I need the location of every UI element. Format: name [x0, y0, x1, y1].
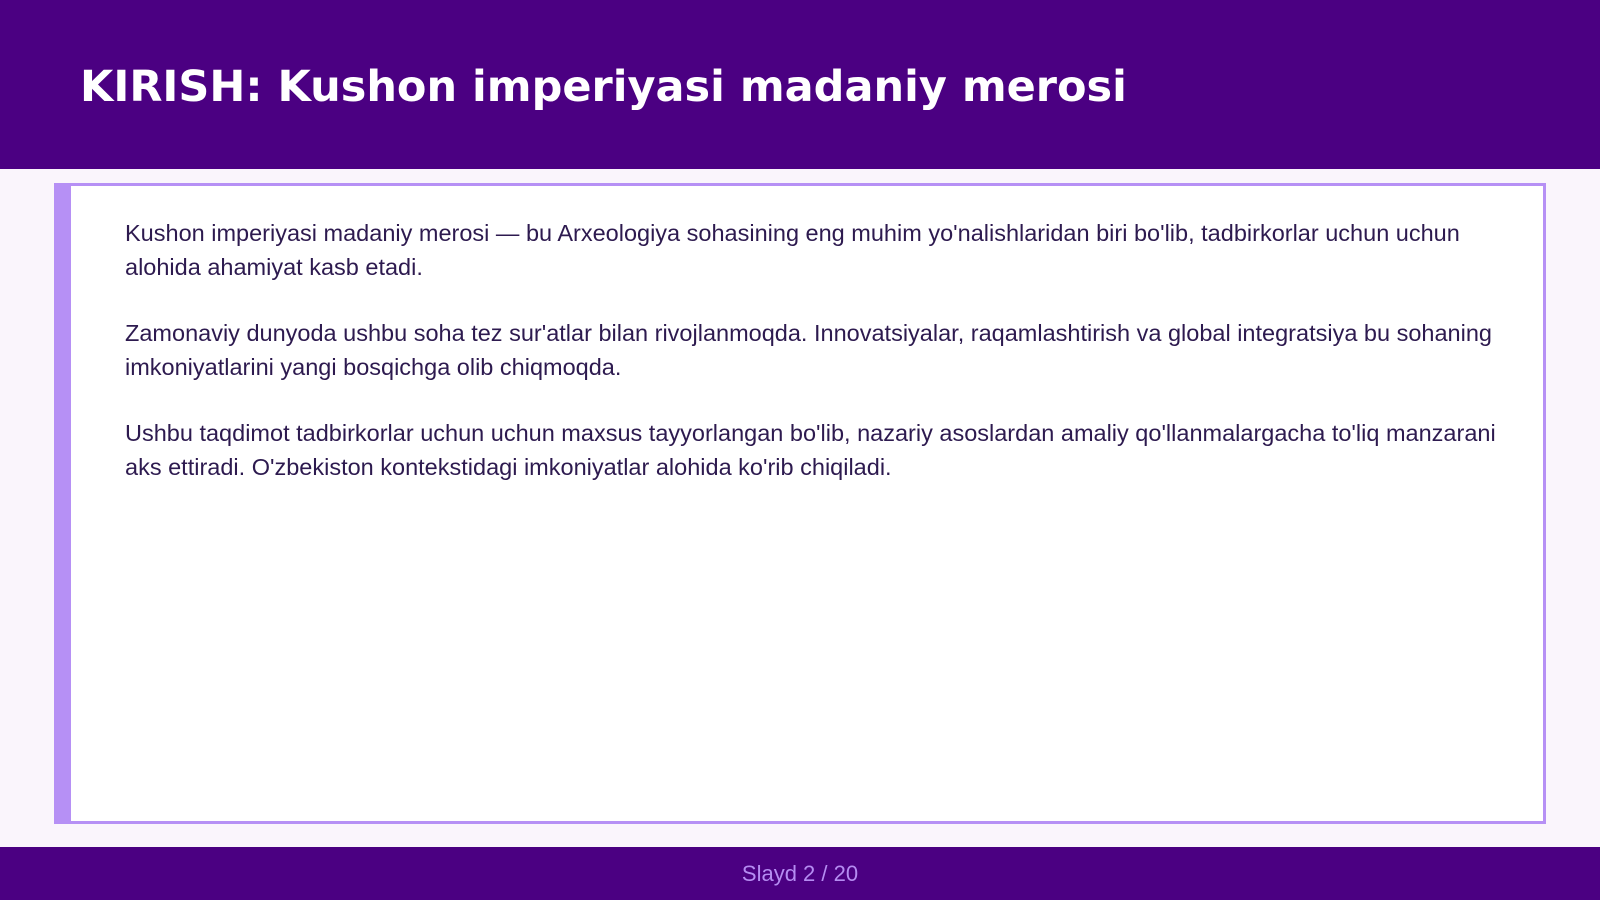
slide-footer — [0, 847, 1600, 900]
slide-counter: Slayd 2 / 20 — [741, 861, 859, 886]
content-card — [54, 183, 1546, 824]
modern-development-paragraph: Zamonaviy dunyoda ushbu soha tez sur'atlar bilan rivojlanmoqda. Innovatsiyalar, raqamlashtirish va global integratsiya bu sohaning imkoniyatlarini yangi bosqichga olib chiqmoqda. — [125, 320, 1492, 380]
slide-header — [0, 0, 1600, 169]
slide-title: KIRISH: Kushon imperiyasi madaniy merosi — [80, 62, 1127, 112]
presentation-purpose-paragraph: Ushbu taqdimot tadbirkorlar uchun uchun maxsus tayyorlangan bo'lib, nazariy asoslardan amaliy qo'llanmalargacha to'liq manzarani aks ettiradi. O'zbekiston kontekstidagi imkoniyatlar alohida ko'rib chiqiladi. — [125, 420, 1496, 480]
intro-paragraph: Kushon imperiyasi madaniy merosi — bu Arxeologiya sohasining eng muhim yo'nalishlaridan biri bo'lib, tadbirkorlar uchun uchun alohida ahamiyat kasb etadi. — [125, 220, 1460, 280]
